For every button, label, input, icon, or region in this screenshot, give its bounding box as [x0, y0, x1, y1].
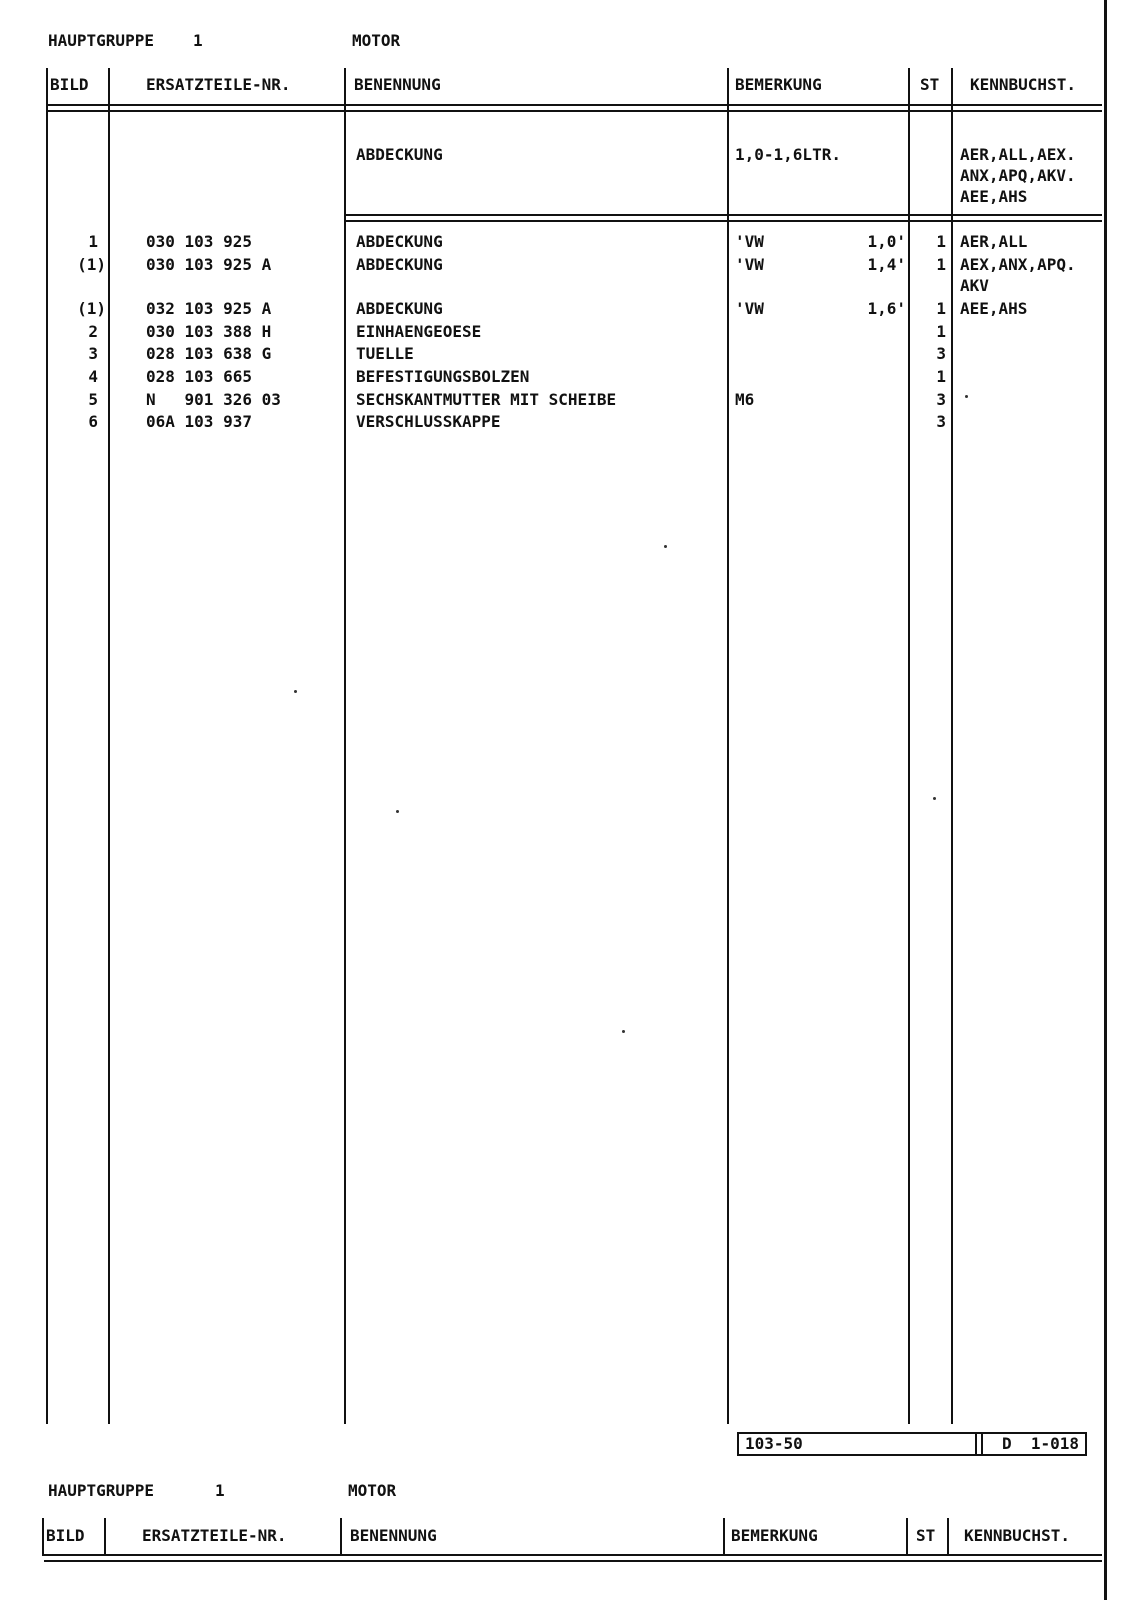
table-row-part-number: N 901 326 03 — [146, 390, 281, 409]
next-column-header-st: ST — [916, 1526, 936, 1545]
next-column-header-benennung: BENENNUNG — [350, 1526, 437, 1545]
column-header-benennung: BENENNUNG — [354, 75, 441, 94]
next-column-line-bild — [104, 1518, 106, 1556]
table-row-part-number: 030 103 925 A — [146, 255, 272, 274]
table-row-kenn: AER,ALL — [960, 232, 1028, 251]
table-row-benennung: BEFESTIGUNGSBOLZEN — [356, 367, 530, 386]
group-benennung: ABDECKUNG — [356, 145, 443, 164]
table-row-bild: 1 — [88, 232, 98, 251]
column-header-kennbuchst: KENNBUCHST. — [970, 75, 1076, 94]
table-row-bemerkung: 'VW — [735, 232, 764, 251]
table-row-st: 3 — [936, 344, 946, 363]
table-row-bemerkung: 'VW — [735, 255, 764, 274]
table-row-benennung: ABDECKUNG — [356, 255, 443, 274]
table-row-bild: 2 — [88, 322, 98, 341]
table-row-part-number: 028 103 665 — [146, 367, 252, 386]
next-hauptgruppe-label: HAUPTGRUPPE — [48, 1481, 154, 1500]
table-row-st: 1 — [936, 299, 946, 318]
table-row-kenn: AEE,AHS — [960, 299, 1028, 318]
table-row-bild: 4 — [88, 367, 98, 386]
scan-speck — [933, 797, 936, 800]
hauptgruppe-name: MOTOR — [352, 31, 401, 50]
column-header-bild: BILD — [50, 75, 89, 94]
table-row-bild: (1) — [77, 299, 106, 318]
next-column-header-ersatzteile-nr: ERSATZTEILE-NR. — [142, 1526, 287, 1545]
scan-speck — [396, 810, 399, 813]
table-row-bemerkung: M6 — [735, 390, 755, 409]
table-row-st: 1 — [936, 255, 946, 274]
next-column-line-part — [340, 1518, 342, 1556]
table-row-benennung: SECHSKANTMUTTER MIT SCHEIBE — [356, 390, 617, 409]
table-row-kenn-continued: AKV — [960, 276, 989, 295]
page-right-border — [1104, 0, 1107, 1600]
column-line-bemerkung — [908, 68, 910, 1424]
column-line-left — [46, 68, 48, 1424]
table-row-bemerkung: 'VW — [735, 299, 764, 318]
table-row-bild: 6 — [88, 412, 98, 431]
table-row-bild: (1) — [77, 255, 106, 274]
next-column-header-bild: BILD — [46, 1526, 85, 1545]
group-rule-top — [346, 214, 1102, 216]
table-row-bemerkung-value: 1,0' — [867, 232, 906, 251]
scan-speck — [622, 1030, 625, 1033]
table-row-bemerkung-value: 1,6' — [867, 299, 906, 318]
next-column-line-st — [947, 1518, 949, 1556]
table-row-st: 1 — [936, 322, 946, 341]
group-bemerkung: 1,0-1,6LTR. — [735, 145, 841, 164]
next-column-header-bemerkung: BEMERKUNG — [731, 1526, 818, 1545]
column-header-bemerkung: BEMERKUNG — [735, 75, 822, 94]
table-row-part-number: 030 103 925 — [146, 232, 252, 251]
next-hauptgruppe-name: MOTOR — [348, 1481, 397, 1500]
scan-speck — [664, 545, 667, 548]
next-header-rule-bottom — [44, 1560, 1102, 1562]
scan-speck — [965, 395, 968, 398]
table-row-benennung: EINHAENGEOESE — [356, 322, 482, 341]
next-header-rule-top — [44, 1554, 1102, 1556]
column-line-benennung — [727, 68, 729, 1424]
table-row-st: 3 — [936, 412, 946, 431]
next-column-line-benennung — [723, 1518, 725, 1556]
column-header-st: ST — [920, 75, 940, 94]
next-column-line-left — [42, 1518, 44, 1556]
table-row-benennung: VERSCHLUSSKAPPE — [356, 412, 501, 431]
table-row-bemerkung-value: 1,4' — [867, 255, 906, 274]
column-line-st — [951, 68, 953, 1424]
table-row-bild: 5 — [88, 390, 98, 409]
column-line-part — [344, 68, 346, 1424]
table-row-bild: 3 — [88, 344, 98, 363]
header-rule-top — [48, 104, 1102, 106]
table-row-part-number: 028 103 638 G — [146, 344, 272, 363]
table-row-st: 3 — [936, 390, 946, 409]
next-column-header-kennbuchst: KENNBUCHST. — [964, 1526, 1070, 1545]
table-row-st: 1 — [936, 367, 946, 386]
group-kenn-line-3: AEE,AHS — [960, 187, 1028, 206]
footer-page-code: 103-50 — [737, 1432, 983, 1456]
group-kenn-line-1: AER,ALL,AEX. — [960, 145, 1076, 164]
group-rule-bottom — [346, 220, 1102, 222]
column-header-ersatzteile-nr: ERSATZTEILE-NR. — [146, 75, 291, 94]
table-row-benennung: TUELLE — [356, 344, 414, 363]
table-row-part-number: 032 103 925 A — [146, 299, 272, 318]
table-row-benennung: ABDECKUNG — [356, 299, 443, 318]
scan-speck — [294, 690, 297, 693]
table-row-benennung: ABDECKUNG — [356, 232, 443, 251]
group-kenn-line-2: ANX,APQ,AKV. — [960, 166, 1076, 185]
next-hauptgruppe-number: 1 — [215, 1481, 225, 1500]
hauptgruppe-number: 1 — [193, 31, 203, 50]
table-row-kenn: AEX,ANX,APQ. — [960, 255, 1076, 274]
header-rule-bottom — [48, 110, 1102, 112]
hauptgruppe-label: HAUPTGRUPPE — [48, 31, 154, 50]
table-row-part-number: 06A 103 937 — [146, 412, 252, 431]
table-row-part-number: 030 103 388 H — [146, 322, 272, 341]
table-row-st: 1 — [936, 232, 946, 251]
next-column-line-bemerkung — [906, 1518, 908, 1556]
footer-sheet-number: D 1-018 — [975, 1432, 1087, 1456]
column-line-bild — [108, 68, 110, 1424]
